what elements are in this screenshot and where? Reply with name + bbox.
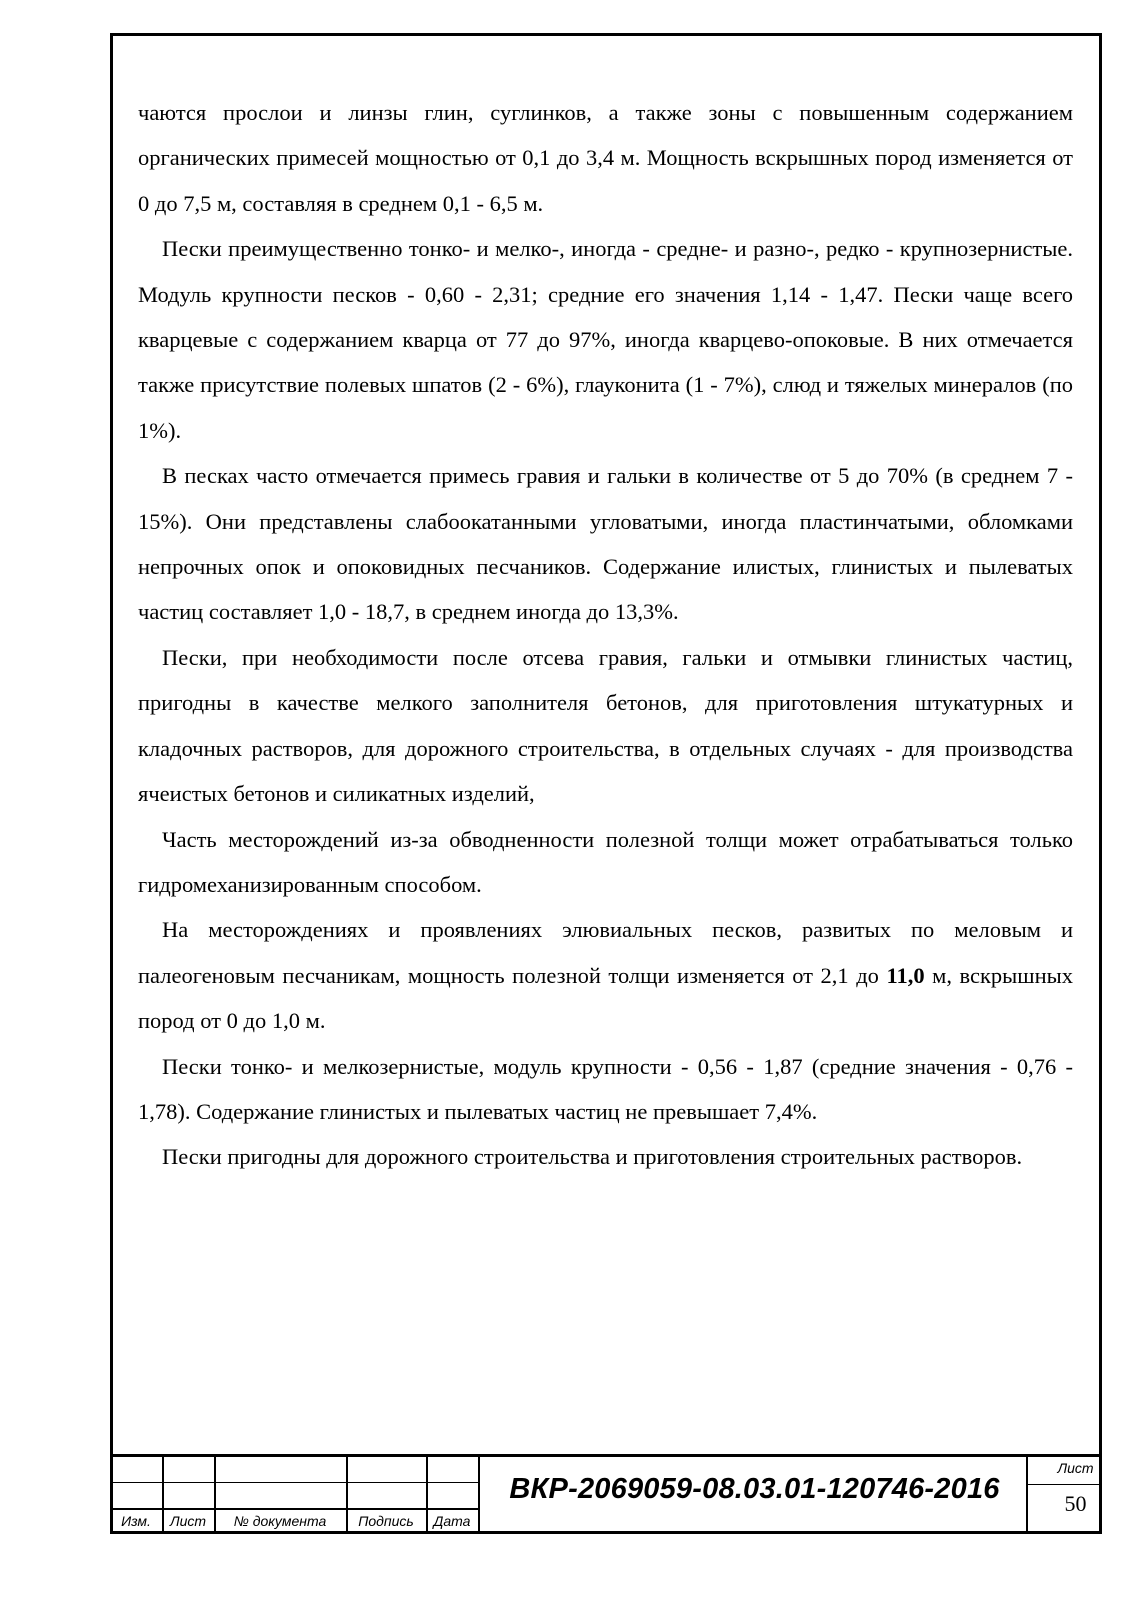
paragraph: Пески тонко- и мелкозернистые, модуль крупности - 0,56 - 1,87 (средние значения - 0,76 - 1,78). Содержание глинистых и пылеватых частиц не превышает 7,4%. (138, 1053, 1073, 1124)
paragraph: В песках часто отмечается примесь гравия и гальки в количестве от 5 до 70% (в среднем 7 - 15%). Они представлены слабоокатанными угловатыми, иногда пластинчатыми, обломками непрочных опок и опоковидных песчаников. Содержание илистых, глинистых и пылеватых частиц составляет 1,0 - 18,7, в среднем иногда до 13,3%. (138, 463, 1073, 625)
document-code: ВКР-2069059-08.03.01-120746-2016 (509, 1473, 1000, 1505)
stamp-row-line (110, 1508, 478, 1510)
stamp-label-sign: Подпись (358, 1513, 414, 1529)
paragraph: Пески преимущественно тонко- и мелко-, иногда - средне- и разно-, редко - крупнозернистые. Модуль крупности песков - 0,60 - 2,31; средние его значения 1,14 - 1,47. Пески чаще всего кварцевые с содержанием кварца от 77 до 97%, иногда кварцево-опоковые. В них отмечается также присутствие полевых шпатов (2 - 6%), глауконита (1 - 7%), слюд и тяжелых минералов (по 1%). (138, 236, 1073, 443)
stamp-label-doc: № документа (233, 1513, 327, 1529)
paragraph: Пески пригодны для дорожного строительства и приготовления строительных растворов. (162, 1144, 1023, 1170)
stamp-divider (478, 1457, 480, 1534)
title-block (110, 1454, 1102, 1534)
paragraph: чаются прослои и линзы глин, суглинков, а также зоны с повышенным содержанием органических примесей мощностью от 0,1 до 3,4 м. Мощность вскрышных пород изменяется от 0 до 7,5 м, составляя в среднем 0,1 - 6,5 м. (138, 100, 1073, 216)
stamp-label-izm: Изм. (121, 1513, 151, 1529)
paragraph: Пески, при необходимости после отсева гравия, гальки и отмывки глинистых частиц, пригодны в качестве мелкого заполнителя бетонов, для приготовления штукатурных и кладочных растворов, для дорожного строительства, в отдельных случаях - для производства ячеистых бетонов и силикатных изделий, (138, 644, 1073, 807)
stamp-label-list: Лист (169, 1513, 207, 1529)
stamp-row-line (110, 1482, 478, 1483)
sheet-label: Лист (1057, 1460, 1094, 1476)
paragraph-text: На месторождениях и проявлениях элювиальных песков, развитых по меловым и палеогеновым песчаникам, мощность полезной толщи изменяется от 2,1 до (138, 917, 1073, 988)
sheet-number: 50 (1064, 1491, 1087, 1516)
paragraph-text: м, вскрышных пород от 0 до 1,0 м. (138, 962, 1074, 1034)
document-body (138, 90, 1073, 1180)
stamp-label-date: Дата (433, 1513, 471, 1529)
stamp-row-line (1026, 1484, 1099, 1485)
bold-value: 11,0 (886, 962, 925, 988)
paragraph: Часть месторождений из-за обводненности полезной толщи может отрабатываться только гидромеханизированным способом. (138, 826, 1073, 897)
paragraph (138, 907, 1073, 1043)
